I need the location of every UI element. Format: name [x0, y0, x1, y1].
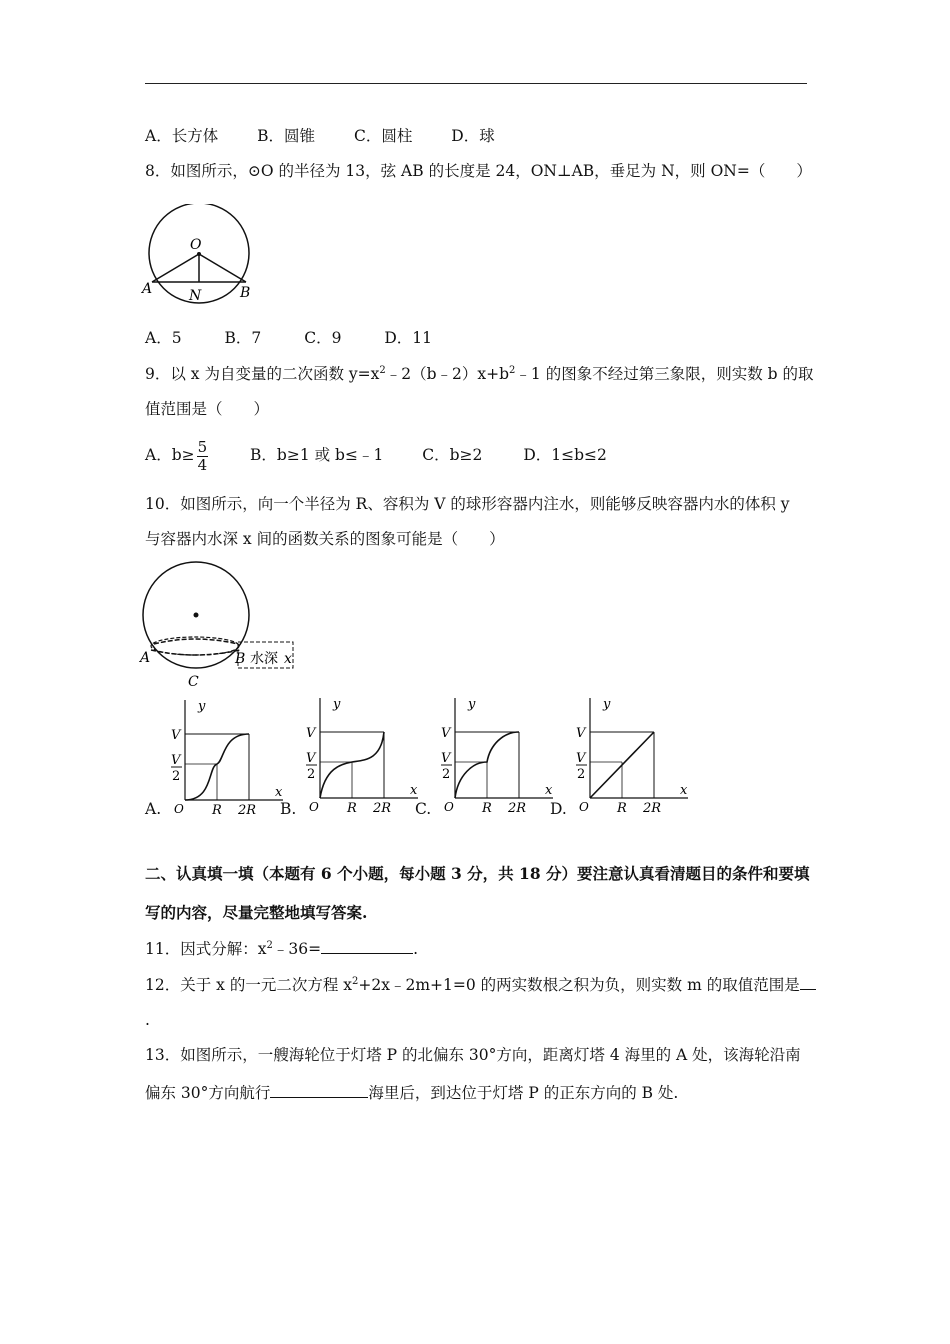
graph-d-half-num: V — [576, 751, 586, 766]
q11-line — [145, 937, 418, 959]
graph-d-half-den: 2 — [577, 767, 586, 782]
q9-text-mid: ﹣2（b﹣2）x+b — [385, 365, 510, 383]
graph-c-2r: 2R — [508, 801, 527, 815]
graph-d-r: R — [617, 801, 627, 815]
graph-b-v-label: V — [306, 726, 316, 741]
q10-line1: 10．如图所示，向一个半径为 R、容积为 V 的球形容器内注水，则能够反映容器内水的体积 y — [145, 495, 790, 513]
q12-text-pre: 12．关于 x 的一元二次方程 x — [145, 976, 352, 994]
radius-ob — [199, 254, 246, 282]
header-rule — [145, 83, 807, 84]
graph-c-half-den: 2 — [442, 767, 451, 782]
q11-text-post: ﹣36= — [272, 940, 322, 958]
graph-d-2r: 2R — [643, 801, 662, 815]
q11-answer-blank[interactable] — [321, 937, 413, 954]
graph-b-2r: 2R — [373, 801, 392, 815]
graph-a-r: R — [212, 803, 222, 817]
q9-option-b: B．b≥1 或 b≤﹣1 — [250, 446, 384, 464]
graph-c-xlabel: x — [545, 783, 553, 798]
graph-option-b: B. — [280, 800, 297, 818]
q8-option-a: A．5 — [145, 329, 182, 347]
q9-options — [145, 436, 607, 476]
q13-text-post: 海里后，到达位于灯塔 P 的正东方向的 B 处. — [368, 1084, 679, 1102]
q8-text: 8．如图所示，⊙O 的半径为 13，弦 AB 的长度是 24，ON⊥AB，垂足为 N，则 ON=（ ） — [145, 162, 812, 180]
label-b: B — [240, 285, 251, 301]
graph-a-xlabel: x — [275, 785, 283, 800]
sphere-label-a: A — [140, 650, 151, 666]
q10-sphere-figure — [138, 560, 308, 690]
q9-text-post: ﹣1 的图象不经过第三象限，则实数 b 的取 — [515, 365, 814, 383]
q11-end: . — [413, 940, 418, 958]
q12-text-post: +2x﹣2m+1=0 的两实数根之积为负，则实数 m 的取值范围是 — [358, 976, 800, 994]
label-n: N — [189, 288, 202, 304]
q9-line1 — [145, 364, 814, 384]
graph-c — [438, 690, 558, 815]
graph-a-half-num: V — [171, 753, 181, 768]
q7-options — [145, 126, 529, 146]
graph-d-xlabel: x — [680, 783, 688, 798]
sphere-label-depth: 水深 — [250, 651, 278, 667]
q7-option-c: C．圆柱 — [353, 127, 413, 145]
q9-text-pre: 9．以 x 为自变量的二次函数 y=x — [145, 365, 380, 383]
q7-option-a: A．长方体 — [145, 127, 219, 145]
graph-a-half-den: 2 — [172, 769, 181, 784]
q12-line1 — [145, 973, 816, 995]
graph-option-a: A. — [145, 800, 162, 818]
q12-answer-blank[interactable] — [800, 973, 816, 990]
graph-b-ylabel: y — [333, 697, 341, 712]
graph-c-v-label: V — [441, 726, 451, 741]
q11-text-pre: 11．因式分解：x — [145, 940, 267, 958]
section2-line2: 写的内容，尽量完整地填写答案. — [145, 903, 368, 922]
graph-d-ylabel: y — [603, 697, 611, 712]
q7-option-d: D．球 — [451, 127, 495, 145]
q13-answer-blank[interactable] — [270, 1081, 368, 1098]
q8-options — [145, 328, 466, 348]
graph-option-c: C. — [415, 800, 432, 818]
graph-b — [303, 690, 423, 815]
graph-d-v-label: V — [576, 726, 586, 741]
graph-a-ylabel: y — [198, 699, 206, 714]
radius-oa — [152, 254, 199, 282]
sphere-center — [194, 613, 199, 618]
graph-c-half-num: V — [441, 751, 451, 766]
graph-b-half-den: 2 — [307, 767, 316, 782]
graph-a-origin: O — [174, 802, 184, 816]
q9-fraction-den: 4 — [197, 455, 208, 474]
q8-circle-figure — [140, 204, 270, 304]
graph-b-origin: O — [309, 800, 319, 814]
q9-option-d: D．1≤b≤2 — [523, 446, 607, 464]
sphere-label-x: x — [284, 651, 292, 667]
graph-d — [573, 690, 693, 815]
q8-option-b: B．7 — [224, 329, 262, 347]
graph-c-origin: O — [444, 800, 454, 814]
sphere-label-b: B — [235, 651, 246, 667]
q8-option-d: D．11 — [384, 329, 433, 347]
graph-c-r: R — [482, 801, 492, 815]
graph-option-d: D. — [550, 800, 567, 818]
graph-b-half-num: V — [306, 751, 316, 766]
q13-line1: 13．如图所示，一艘海轮位于灯塔 P 的北偏东 30°方向，距离灯塔 4 海里的 A 处，该海轮沿南 — [145, 1046, 801, 1064]
q7-option-b: B．圆锥 — [257, 127, 316, 145]
graph-d-origin: O — [579, 800, 589, 814]
q9-option-a-text: A．b≥ — [145, 446, 195, 464]
q9-sup-2: 2 — [509, 364, 516, 376]
q13-line2 — [145, 1081, 678, 1103]
sphere-label-c: C — [188, 674, 199, 690]
q9-fraction — [197, 439, 209, 474]
water-surface — [151, 637, 239, 655]
q9-option-c: C．b≥2 — [422, 446, 483, 464]
q9-fraction-num: 5 — [197, 437, 208, 456]
q10-line2: 与容器内水深 x 间的函数关系的图象可能是（ ） — [145, 530, 505, 548]
q8-option-c: C．9 — [304, 329, 342, 347]
q12-sup: 2 — [352, 975, 359, 987]
q9-line2: 值范围是（ ） — [145, 400, 270, 418]
graph-a-v-label: V — [171, 728, 181, 743]
q11-sup: 2 — [266, 939, 273, 951]
graph-b-xlabel: x — [410, 783, 418, 798]
graph-a-2r: 2R — [238, 803, 257, 817]
label-a: A — [142, 281, 153, 297]
graph-a — [168, 692, 288, 817]
graph-c-ylabel: y — [468, 697, 476, 712]
graph-b-r: R — [347, 801, 357, 815]
q12-line2: . — [145, 1011, 150, 1029]
section2-line1: 二、认真填一填（本题有 6 个小题，每小题 3 分，共 18 分）要注意认真看清题目的条件和要填 — [145, 864, 810, 883]
q9-option-a — [145, 437, 210, 474]
label-o: O — [190, 237, 202, 253]
q9-sup-1: 2 — [379, 364, 386, 376]
q13-text-pre: 偏东 30°方向航行 — [145, 1084, 271, 1102]
